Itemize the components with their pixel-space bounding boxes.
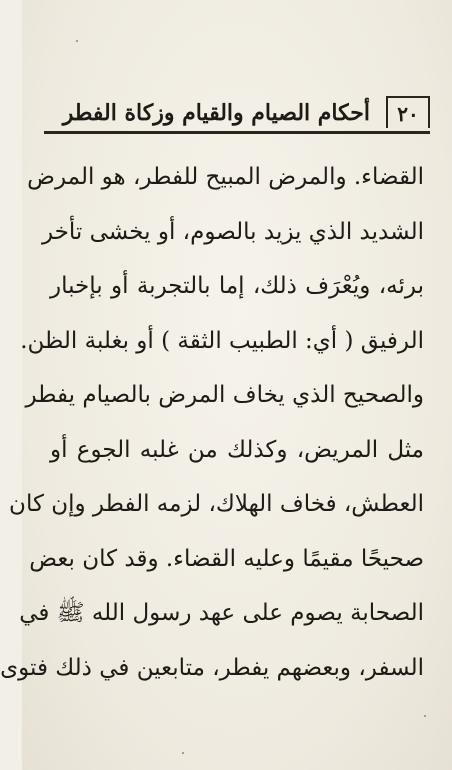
paper-speck (182, 752, 184, 754)
paper-speck (424, 715, 426, 717)
paper-speck (76, 40, 78, 42)
text-line: الصحابة يصوم على عهد رسول الله ﷺ في (19, 600, 424, 626)
text-line: صحيحًا مقيمًا وعليه القضاء. وقد كان بعض (29, 545, 424, 572)
text-line: القضاء. والمرض المبيح للفطر، هو المرض (27, 164, 424, 190)
page-header (44, 96, 430, 134)
text-line: السفر، وبعضهم يفطر، متابعين في ذلك فتوى (0, 654, 424, 681)
page-number: ٢٠ (386, 96, 430, 128)
text-line: الشديد الذي يزيد بالصوم، أو يخشى تأخر (41, 218, 424, 245)
header-rule (44, 131, 430, 134)
body-text (0, 150, 424, 695)
text-line: الرفيق ( أي: الطبيب الثقة ) أو بغلبة الظن. (20, 327, 424, 354)
text-line: برئه، ويُعْرَف ذلك، إما بالتجربة أو بإخبار (50, 273, 424, 299)
text-line: مثل المريض، وكذلك من غلبه الجوع أو (50, 436, 424, 463)
text-line: العطش، فخاف الهلاك، لزمه الفطر وإن كان (9, 491, 424, 517)
text-line: والصحيح الذي يخاف المرض بالصيام يفطر (25, 382, 424, 408)
running-title: أحكام الصيام والقيام وزكاة الفطر (62, 100, 370, 126)
